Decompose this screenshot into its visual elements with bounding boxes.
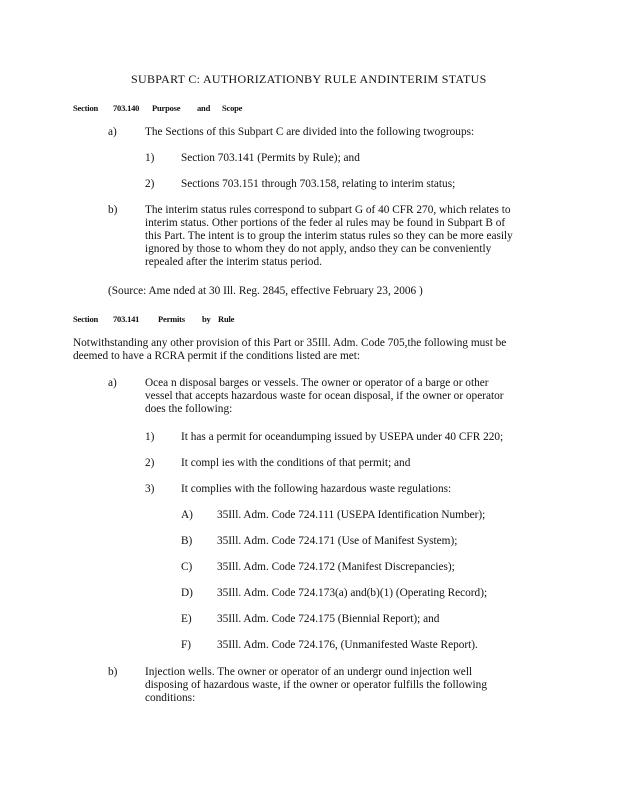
item-label: E) [181,613,192,625]
section-number: 703.141 [113,314,140,324]
item-label: 1) [145,431,155,443]
item-text: Section 703.141 (Permits by Rule); and [181,152,360,164]
paragraph-line: Notwithstanding any other provision of this Part or 35Ill. Adm. Code 705,the following must be [73,337,507,349]
item-text: 35Ill. Adm. Code 724.176, (Unmanifested Waste Report). [217,639,478,651]
paragraph-line: repealed after the interim status period. [145,256,322,268]
item-label: a) [108,126,117,138]
item-text: 35Ill. Adm. Code 724.111 (USEPA Identification Number); [217,509,486,521]
paragraph-line: disposing of hazardous waste, if the owner or operator fulfills the following [145,679,487,691]
item-label: F) [181,639,192,651]
section-label: Section [73,314,99,324]
page-title: SUBPART C: AUTHORIZATIONBY RULE ANDINTERIM STATUS [131,72,487,86]
item-text: It complies with the following hazardous waste regulations: [181,483,452,495]
paragraph-line: deemed to have a RCRA permit if the conditions listed are met: [73,350,361,362]
source-note: (Source: Ame nded at 30 Ill. Reg. 2845, effective February 23, 2006 ) [108,285,423,297]
item-text: Sections 703.151 through 703.158, relating to interim status; [181,178,456,190]
section-number: 703.140 [113,103,140,113]
paragraph-line: does the following: [145,403,233,415]
item-text: 35Ill. Adm. Code 724.171 (Use of Manifest System); [217,535,458,547]
item-text: 35Ill. Adm. Code 724.172 (Manifest Discrepancies); [217,561,455,573]
paragraph-line: this Part. The intent is to group the interim status rules so they can be more easily [145,230,513,242]
item-text: 35Ill. Adm. Code 724.175 (Biennial Report); and [217,613,440,625]
paragraph-line: Ocea n disposal barges or vessels. The owner or operator of a barge or other [145,377,489,389]
section-label: Section [73,103,99,113]
item-label: D) [181,587,193,599]
paragraph-line: ignored by those to whom they do not apply, andso they can be conveniently [145,243,492,255]
section-title-word: and [197,103,211,113]
item-label: A) [181,509,193,521]
item-label: b) [108,666,118,678]
section-title-word: by [202,314,211,324]
item-label: a) [108,377,117,389]
item-label: 1) [145,152,155,164]
paragraph-line: conditions: [145,692,196,704]
section-title-word: Scope [222,103,243,113]
paragraph-line: vessel that accepts hazardous waste for ocean disposal, if the owner or operator [145,390,504,402]
paragraph-line: interim status. Other portions of the feder al rules may be found in Subpart B of [145,217,506,229]
item-label: B) [181,535,193,547]
paragraph-line: The interim status rules correspond to subpart G of 40 CFR 270, which relates to [145,204,511,216]
item-label: 2) [145,457,155,469]
item-text: It has a permit for oceandumping issued by USEPA under 40 CFR 220; [181,431,504,443]
section-title-word: Purpose [152,103,181,113]
item-text: The Sections of this Subpart C are divided into the following twogroups: [145,126,475,138]
section-title-word: Permits [158,314,185,324]
paragraph-line: Injection wells. The owner or operator of an undergr ound injection well [145,666,473,678]
item-label: C) [181,561,193,573]
item-label: b) [108,204,118,216]
section-title-word: Rule [218,314,235,324]
item-label: 2) [145,178,155,190]
item-text: It compl ies with the conditions of that permit; and [181,457,411,469]
item-text: 35Ill. Adm. Code 724.173(a) and(b)(1) (Operating Record); [217,587,488,599]
item-label: 3) [145,483,155,495]
